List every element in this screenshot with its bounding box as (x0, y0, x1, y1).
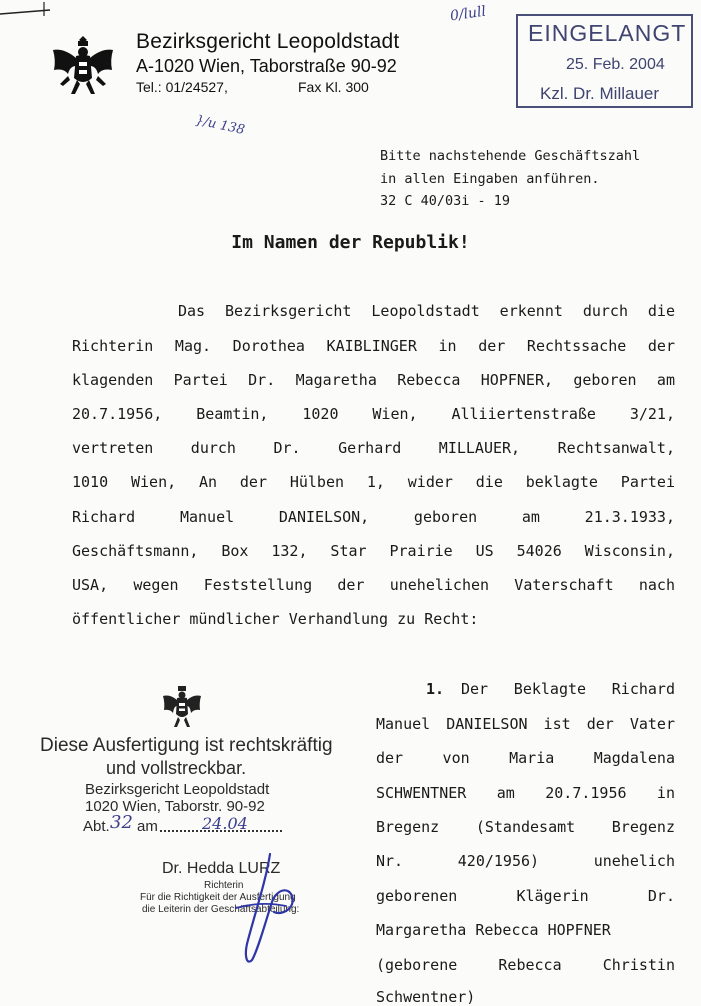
judge-role: Richterin (204, 880, 244, 891)
ruling-line: Bregenz (Standesamt Bregenz (376, 818, 675, 836)
date-label: am (137, 818, 158, 835)
body-line: 1010 Wien, An der Hülben 1, wider die beklagte Partei (72, 473, 675, 491)
received-stamp-date: 25. Feb. 2004 (566, 56, 665, 73)
body-line: Das Bezirksgericht Leopoldstadt erkennt durch die (178, 302, 675, 320)
received-stamp-title: EINGELANGT (528, 20, 687, 46)
handwritten-note-top: 0/lull (449, 3, 488, 25)
stamp-court-name: Bezirksgericht Leopoldstadt (85, 781, 270, 798)
received-stamp-office: Kzl. Dr. Millauer (540, 84, 660, 103)
body-line: öffentlicher mündlicher Verhandlung zu Recht: (72, 610, 479, 628)
handwritten-note-left: }/u 138 (193, 112, 246, 139)
austrian-eagle-icon (50, 30, 116, 102)
department-number: 32 (110, 812, 133, 833)
received-stamp (516, 14, 693, 108)
court-name: Bezirksgericht Leopoldstadt (136, 30, 400, 53)
reference-instruction-2: in allen Eingaben anführen. (380, 171, 600, 187)
ruling-line: der von Maria Magdalena (376, 749, 675, 767)
body-line: klagenden Partei Dr. Magaretha Rebecca HOPFNER, geboren am (72, 371, 675, 389)
body-line: Geschäftsmann, Box 132, Star Prairie US 54026 Wisconsin, (72, 542, 675, 560)
ruling-line: geborenen Klägerin Dr. (376, 887, 675, 905)
corner-scribble (0, 0, 60, 20)
court-address: A-1020 Wien, Taborstraße 90-92 (136, 56, 397, 76)
ruling-line: Manuel DANIELSON ist der Vater (376, 715, 675, 733)
ruling-line: (geborene Rebecca Christin (376, 956, 675, 974)
body-line: USA, wegen Feststellung der unehelichen Vaterschaft nach (72, 576, 675, 594)
ruling-line: Schwentner) (376, 988, 476, 1006)
body-line: vertreten durch Dr. Gerhard MILLAUER, Rechtsanwalt, (72, 439, 675, 457)
judgment-heading: Im Namen der Republik! (231, 232, 470, 253)
ruling-line: Der Beklagte Richard (461, 680, 675, 698)
judge-name: Dr. Hedda LURZ (162, 860, 281, 877)
stamp-court-address: 1020 Wien, Taborstr. 90-92 (85, 798, 265, 815)
body-line: 20.7.1956, Beamtin, 1020 Wien, Alliiertenstraße 3/21, (72, 405, 675, 423)
court-fax: Fax Kl. 300 (298, 79, 369, 95)
finality-statement: Diese Ausfertigung ist rechtskräftig (40, 735, 333, 756)
body-line: Richterin Mag. Dorothea KAIBLINGER in der Rechtssache der (72, 337, 675, 355)
enforceability-statement: und vollstreckbar. (106, 758, 247, 778)
ruling-line: Nr. 420/1956) unehelich (376, 852, 675, 870)
ruling-line: Margaretha Rebecca HOPFNER (376, 921, 611, 939)
reference-instruction-1: Bitte nachstehende Geschäftszahl (380, 148, 641, 164)
ruling-line: SCHWENTNER am 20.7.1956 in (376, 784, 675, 802)
department-label: Abt. (83, 818, 110, 835)
ruling-item-number: 1. (426, 680, 445, 698)
handwritten-signature (226, 850, 306, 970)
certification-line-1: Für die Richtigkeit der Ausfertigung (140, 892, 296, 903)
certification-line-2: die Leiterin der Geschäftsabteilung: (142, 904, 300, 915)
body-line: Richard Manuel DANIELSON, geboren am 21.3.1933, (72, 508, 675, 526)
case-number: 32 C 40/03i - 19 (380, 193, 511, 209)
finality-date: 24.04 (202, 814, 248, 833)
court-telephone: Tel.: 01/24527, (136, 79, 228, 95)
stamp-eagle-icon (162, 684, 202, 732)
